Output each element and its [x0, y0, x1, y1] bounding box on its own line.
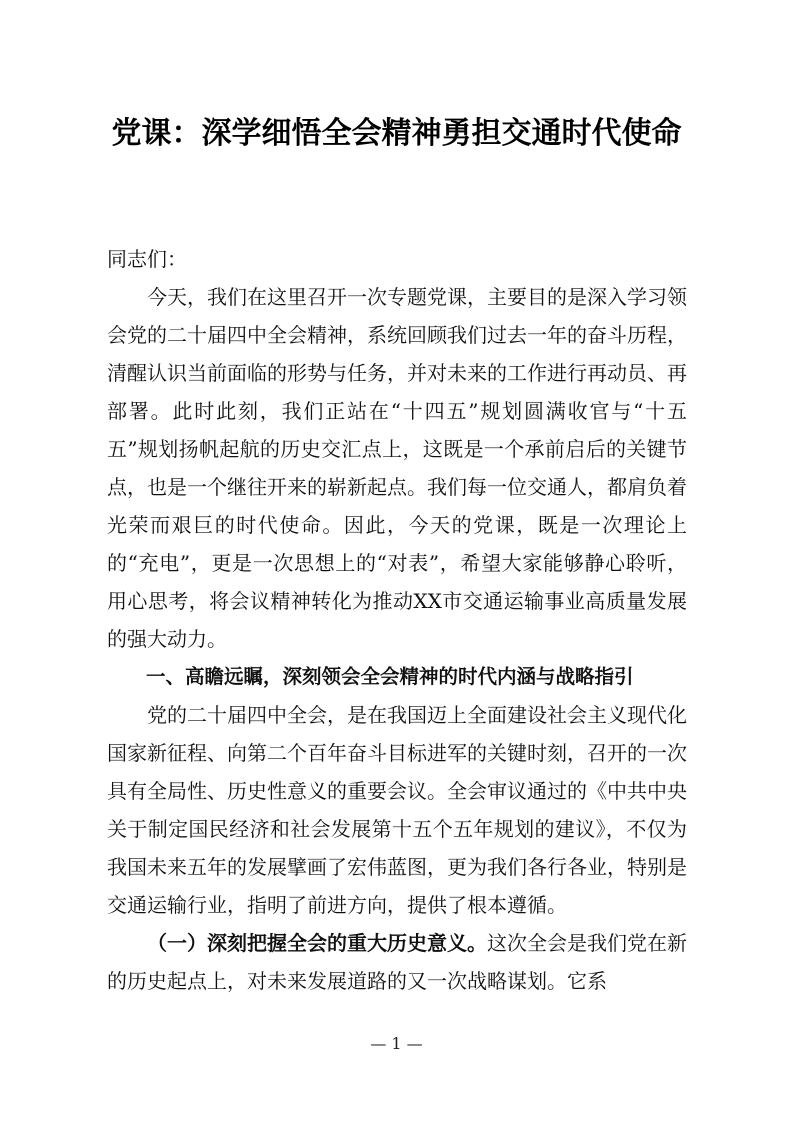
document-title: 党课：深学细悟全会精神勇担交通时代使命 — [111, 116, 682, 151]
document-body — [107, 240, 687, 1000]
salutation: 同志们： — [107, 247, 187, 271]
page-number: — 1 — — [370, 1034, 423, 1053]
paragraph-intro: 今天，我们在这里召开一次专题党课，主要目的是深入学习领会党的二十届四中全会精神，系统回顾我们过去一年的奋斗历程，清醒认识当前面临的形势与任务，并对未来的工作进行再动员、再部署。此时此刻，我们正站在“十四五”规划圆满收官与“十五五”规划扬帆起航的历史交汇点上，这既是一个承前启后的关键节点，也是一个继往开来的崭新起点。我们每一位交通人，都肩负着光荣而艰巨的时代使命。因此，今天的党课，既是一次理论上的“充电”，更是一次思想上的“对表”，希望大家能够静心聆听，用心思考，将会议精神转化为推动XX市交通运输事业高质量发展的强大动力。 — [107, 285, 687, 651]
subsection-1 — [107, 924, 687, 1000]
paragraph-plenum: 党的二十届四中全会，是在我国迈上全面建设社会主义现代化国家新征程、向第二个百年奋斗目标进军的关键时刻，召开的一次具有全局性、历史性意义的重要会议。全会审议通过的《中共中央关于制定国民经济和社会发展第十五个五年规划的建议》，不仅为我国未来五年的发展擘画了宏伟蓝图，更为我们各行各业，特别是交通运输行业，指明了前进方向，提供了根本遵循。 — [107, 703, 687, 917]
section-heading-1: 一、高瞻远瞩，深刻领会全会精神的时代内涵与战略指引 — [146, 665, 634, 688]
subsection-1-heading: （一）深刻把握全会的重大历史意义。 — [147, 931, 487, 955]
subsection-1-text: 这次全会是我们党在新的历史起点上，对未来发展道路的又一次战略谋划。它系 — [107, 931, 687, 993]
